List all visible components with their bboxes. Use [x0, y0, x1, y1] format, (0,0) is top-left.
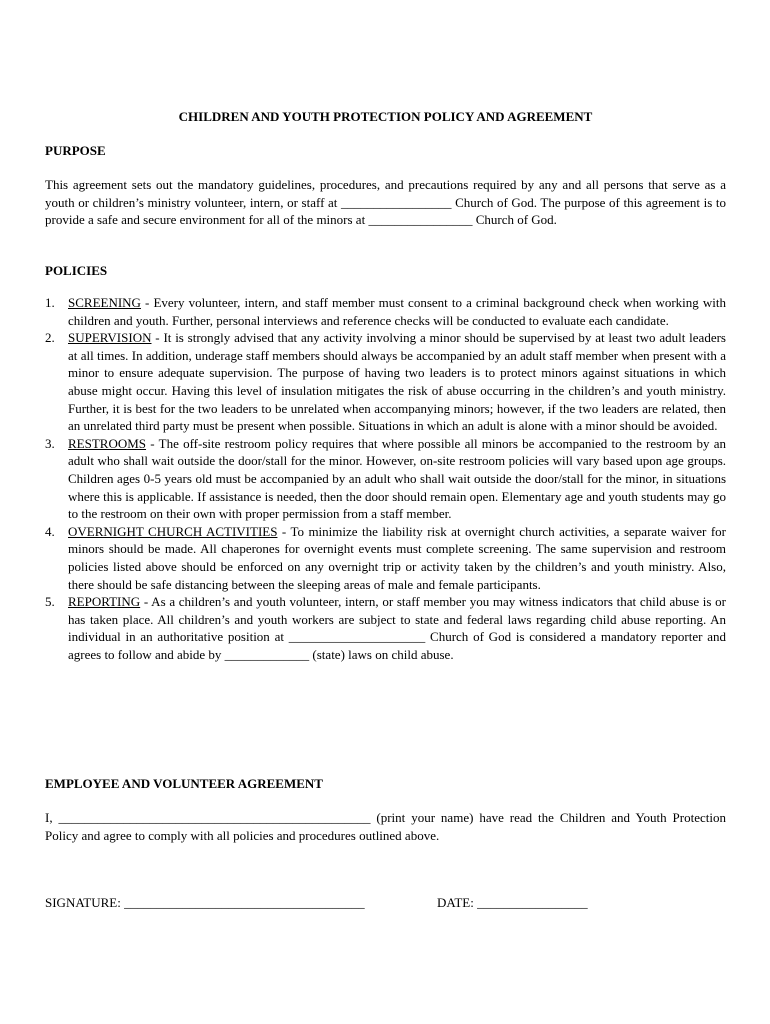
policy-number: 3.: [45, 435, 55, 451]
document-title: CHILDREN AND YOUTH PROTECTION POLICY AND AGREEMENT: [178, 109, 593, 124]
agreement-heading: EMPLOYEE AND VOLUNTEER AGREEMENT: [45, 776, 323, 791]
signature-line[interactable]: SIGNATURE: _____________________________________: [45, 895, 365, 910]
document-page: [45, 0, 726, 1024]
policy-label: OVERNIGHT CHURCH ACTIVITIES: [68, 523, 278, 539]
policy-label: SCREENING: [68, 295, 141, 310]
policy-text: - Every volunteer, intern, and staff member must consent to a criminal background check when working with children and youth. Further, personal interviews and reference checks will be conducted to evaluate each candidate.: [68, 295, 726, 328]
policy-number: 5.: [45, 594, 55, 610]
date-line[interactable]: DATE: _________________: [437, 895, 588, 910]
policy-item-restrooms: [45, 435, 726, 523]
policies-list: [45, 294, 726, 663]
policy-item-screening: [45, 294, 726, 329]
policy-text: - To minimize the liability risk at overnight church activities, a separate waiver for minors should be made. All chaperones for overnight events must complete screening. The same supervision and restroom policies listed above should be enforced on any overnight trip or activity taken by the children’s and youth ministry. Also, there should be safe distancing between the sleeping areas of male and female participants.: [68, 523, 726, 592]
policies-heading: POLICIES: [45, 263, 108, 278]
policy-text: - The off-site restroom policy requires that where possible all minors be accompanied to the restroom by an adult who shall wait outside the door/stall for the minor. However, on-site restroom policies will vary based upon age groups. Children ages 0-5 years old must be accompanied by an adult who shall wait outside the door/stall for the minor, in situations where this is applicable. If assistance is needed, then the door should remain open. Elementary age and youth students may go to the restroom on their own with proper permission from a staff member.: [68, 435, 726, 522]
policy-item-supervision: [45, 329, 726, 435]
purpose-paragraph: This agreement sets out the mandatory guidelines, procedures, and precautions required by any and all persons that serve as a youth or children’s ministry volunteer, intern, or staff at _________________ Church of God. The purpose of this agreement is to provide a safe and secure environment for all of the minors at ________________ Church of God.: [45, 177, 726, 228]
policy-label: SUPERVISION: [68, 330, 152, 346]
policy-label: REPORTING: [68, 594, 141, 610]
policy-item-reporting: [45, 593, 726, 663]
policy-item-overnight-activities: [45, 523, 726, 593]
policy-number: 2.: [45, 330, 55, 346]
policy-number: 4.: [45, 523, 55, 539]
policy-text: - It is strongly advised that any activity involving a minor should be supervised by at least two adult leaders at all times. In addition, underage staff members should always be accompanied by an adult staff member when present with a minor to ensure adequate supervision. The purpose of having two leaders is to protect minors against situations in which abuse might occur. Having this level of insulation mitigates the risk of abuse occurring in the children’s and youth ministry. Further, it is best for the two leaders to be unrelated when accompanying minors; however, if the two leaders are related, then an unrelated third party must be present when possible. Situations in which an adult is alone with a minor should be avoided.: [68, 330, 726, 434]
policy-text: - As a children’s and youth volunteer, intern, or staff member you may witness indicators that child abuse is or has taken place. All children’s and youth workers are subject to state and federal laws regarding child abuse reporting. An individual in an authoritative position at _____________________ Church of God is considered a mandatory reporter and agrees to follow and abide by _____________ (state) laws on child abuse.: [68, 594, 726, 662]
policy-number: 1.: [45, 295, 55, 310]
agreement-paragraph[interactable]: I, ________________________________________________ (print your name) have read the Children and Youth Protection Policy and agree to comply with all policies and procedures outlined above.: [45, 810, 726, 843]
purpose-heading: PURPOSE: [45, 143, 106, 158]
policy-label: RESTROOMS: [68, 435, 147, 451]
